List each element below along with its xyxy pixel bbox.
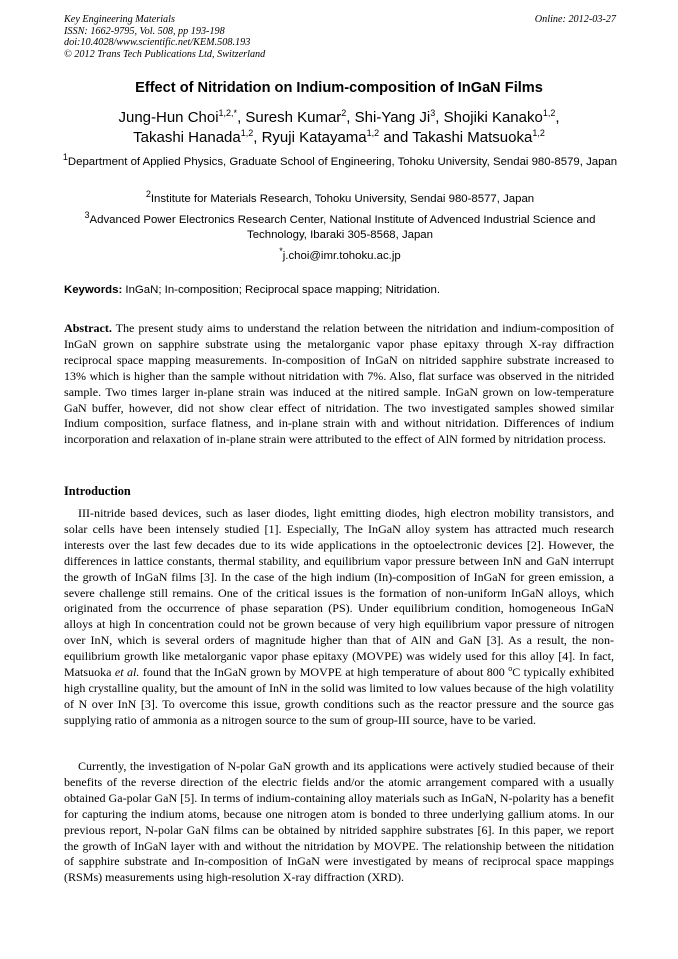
email-text: j.choi@imr.tohoku.ac.jp [282,250,401,262]
author-affiliation-mark: 1,2,* [218,108,238,118]
italic-text: et al. [114,665,140,680]
keywords-label: Keywords: [64,284,123,296]
author-affiliation-mark: 1,2 [542,108,556,118]
abstract [64,321,614,448]
author-affiliation-mark: 1,2 [366,127,380,138]
issn-line: ISSN: 1662-9795, Vol. 508, pp 193-198 [64,25,225,37]
contact-email [62,246,618,264]
affiliation-mark: 2 [145,189,151,200]
journal-name: Key Engineering Materials [64,14,175,25]
section-heading: Introduction [64,484,131,498]
paragraph [64,759,614,886]
copyright-line: © 2012 Trans Tech Publications Ltd, Switzerland [64,48,266,60]
journal-header [64,14,616,60]
author-affiliation-mark: 2 [341,108,347,118]
affiliation-mark: 1 [62,152,68,163]
online-date: Online: 2012-03-27 [534,14,616,25]
author-name: Jung-Hun Choi [118,109,219,126]
author-conjunction: and [383,128,409,146]
affiliation-text: Advanced Power Electronics Research Center, National Institute of Advenced Industrial Science and Technology, Ibaraki 305-8568, Japan [89,214,596,241]
author-list: Jung-Hun Choi$^{1,2,*}$, Suresh Kumar$^2$, Shi-Yang Ji$^3$, Shojiki Kanako$^{1,2}$, Takashi Hanada$^{1,2}$, Ryuji Katayama$^{1,2}$ and Takashi Matsuoka$^{1,2}$ [118,108,560,146]
author-name: Suresh Kumar [245,109,342,126]
affiliation-text: Department of Applied Physics, Graduate School of Engineering, Tohoku University, Sendai 980-8579, Japan [67,156,618,168]
paper-title: Effect of Nitridation on Indium-composition of InGaN Films [135,80,543,96]
author-affiliation-mark: 1,2 [240,127,254,138]
degree-mark: o [508,664,513,674]
abstract-text: The present study aims to understand the relation between the nitridation and indium-composition of InGaN grown on sapphire substrate using the metalorganic vapor phase epitaxy through X-ray diffraction reciprocal space mapping measurements. In-composition of InGaN on nitrided sapphire substrate increased to 13% which is higher than the sample without nitridation with 7%. Also, flat surface was observed in the nitrided sample. Two times larger in-plane strain was induced at the nitired sample. InGaN grown on low-temperature GaN buffer, however, did not show clear effect of nitridation. The two investigated samples showed similar Indium composition, surface flatness, and in-plane strain with and without nitridation. Differences of indium incorporation and relaxation of in-plane strain were attributed to the effect of AlN formed by nitridation process. [64,321,614,447]
abstract-label: Abstract. [64,321,112,335]
author-name: Shojiki Kanako [443,109,543,126]
affiliation-mark: 3 [84,210,90,221]
author-affiliation-mark: 1,2 [532,127,545,138]
keywords [64,284,620,296]
affiliation [62,210,618,243]
paragraph-text: Currently, the investigation of N-polar GaN growth and its applications were actively studied because of their benefits of the reverse direction of the electric fields and/or the atomic arrangement compared with a usually obtained Ga-polar GaN [5]. In terms of indium-containing alloy materials such as InGaN, N-polarity has a benefit for capturing the indium atoms, because one nitrogen atom is bonded to three underlying gallium atoms. In our previous report, N-polar GaN films can be obtained by nitrided sapphire substrates [6]. In this paper, we report the growth of InGaN layer with and without the nitridation by MOVPE. The relationship between the nitidation of sapphire substrate and In-composition of InGaN were investigated by means of reciprocal space mappings (RSMs) measurements using high-resolution X-ray diffraction (XRD). [64,759,614,885]
keywords-text: InGaN; In-composition; Reciprocal space mapping; Nitridation. [125,284,441,296]
paragraph-text: III-nitride based devices, such as laser diodes, light emitting diodes, high electron mobility transistors, and solar cells have been intensely studied [1]. Especially, The InGaN alloy system has attracted much research interests over the last few decades due to its wide applications in the optoelectronic devices [2]. However, the differences in lattice constants, thermal stability, and equilibrium vapor pressure between InN and GaN interrupt the growth of InGaN films [3]. In the case of the high indium (In)-composition of InGaN for green emission, a severe challenge still remains. One of the critical issues is the formation of non-uniform InGaN alloys, which originated from the occurrence of phase separation (PS). Under equilibrium condition, homogeneous InGaN alloys at high In concentration could not be grown because of very high equilibrium vapor pressure of nitrogen over InN, which is several orders of magnitude higher than that of AlN and GaN [3]. As a result, the non-equilibrium growth like metalorganic vapor phase epitaxy (MOVPE) was widely used for this alloy [4]. In fact, Matsuoka [64,506,614,680]
paragraph-text: C typically exhibited high crystalline quality, but the amount of InN in the solid was limited to low values because of the high volatility of N over InN [3]. To overcome this issue, growth conditions such as the reactor pressure and the source gas supplying ratio of ammonia as a nitrogen source to the sum of group-III source, have to be varied. [64,665,615,727]
author-affiliation-mark: 3 [430,108,436,118]
paragraph-text: found that the InGaN grown by MOVPE at high temperature of about 800 [142,665,505,680]
paragraph [64,506,614,729]
affiliation [62,189,618,207]
author-name: Takashi Matsuoka [412,128,533,146]
author-name: Takashi Hanada [133,128,241,146]
doi-line: doi:10.4028/www.scientific.net/KEM.508.193 [64,37,251,49]
affiliation-text: Institute for Materials Research, Tohoku University, Sendai 980-8577, Japan [150,193,535,205]
corresponding-mark: * [279,246,283,257]
affiliation [62,152,618,170]
author-name: Shi-Yang Ji [354,109,431,126]
author-name: Ryuji Katayama [261,128,367,146]
